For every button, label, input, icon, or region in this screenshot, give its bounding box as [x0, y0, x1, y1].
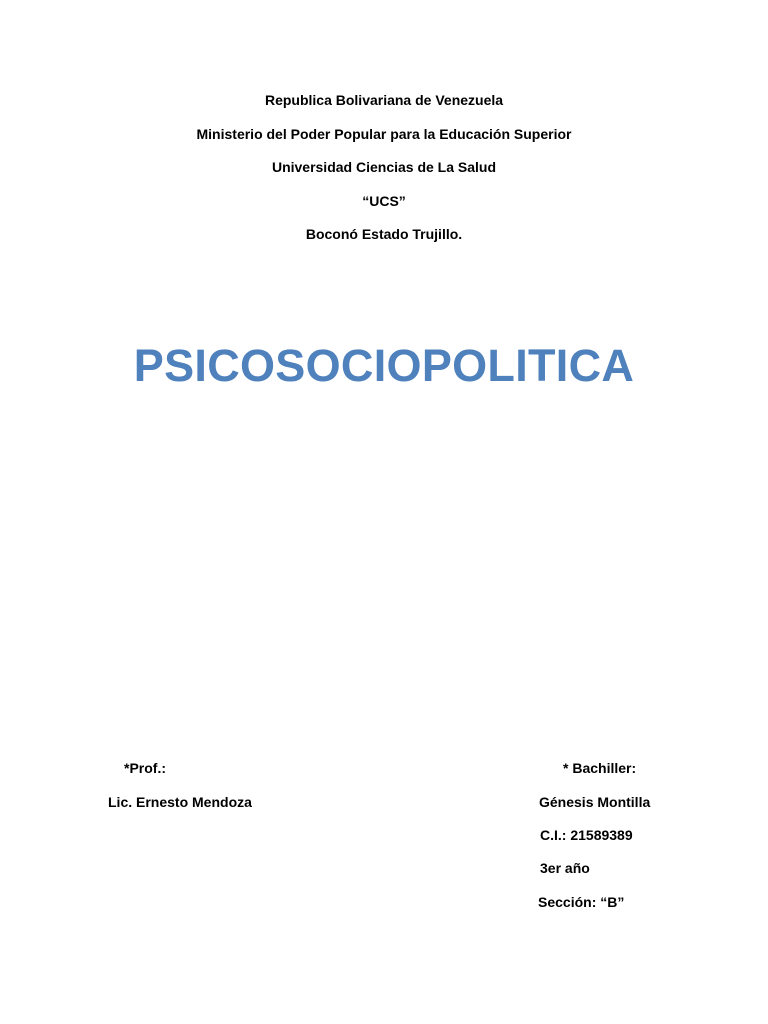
professor-name: Lic. Ernesto Mendoza	[108, 794, 252, 810]
institution-header	[0, 88, 768, 256]
university-line: Universidad Ciencias de La Salud	[271, 159, 497, 175]
university-acronym: “UCS”	[362, 192, 406, 209]
student-id: C.I.: 21589389	[540, 827, 633, 843]
ministry-line: Ministerio del Poder Popular para la Educación Superior	[196, 125, 572, 142]
student-section: Sección: “B”	[538, 894, 625, 910]
document-title: PSICOSOCIOPOLITICA	[133, 340, 635, 391]
student-year: 3er año	[540, 860, 590, 876]
student-name: Génesis Montilla	[539, 794, 651, 810]
student-label: * Bachiller:	[563, 760, 637, 776]
republic-line: Republica Bolivariana de Venezuela	[264, 92, 504, 108]
professor-label: *Prof.:	[124, 760, 166, 776]
location-line: Boconó Estado Trujillo.	[305, 226, 463, 242]
